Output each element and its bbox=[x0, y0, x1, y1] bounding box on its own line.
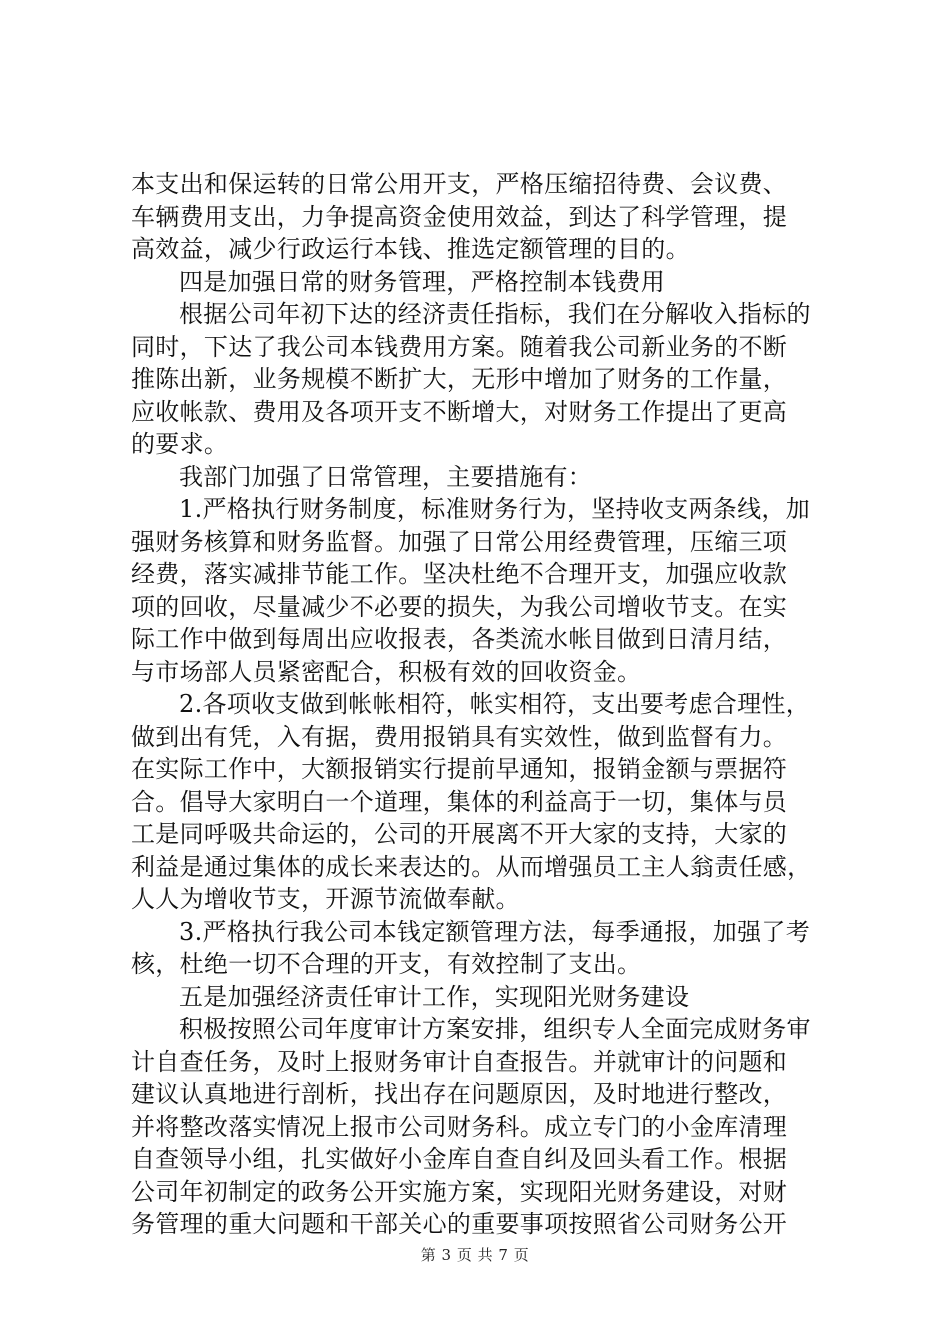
text-line: 五是加强经济责任审计工作，实现阳光财务建设 bbox=[179, 982, 690, 1011]
text-line: 积极按照公司年度审计方案安排，组织专人全面完成财务审 bbox=[179, 1015, 811, 1043]
text-line: 项的回收，尽量减少不必要的损失，为我公司增收节支。在实 bbox=[131, 592, 788, 621]
text-line: 车辆费用支出，力争提高资金使用效益，到达了科学管理，提 bbox=[131, 202, 788, 231]
text-line: 计自查任务，及时上报财务审计自查报告。并就审计的问题和 bbox=[131, 1047, 788, 1076]
page-footer: 第 3 页 共 7 页 bbox=[420, 1246, 530, 1264]
text-line: 高效益，减少行政运行本钱、推选定额管理的目的。 bbox=[131, 235, 690, 263]
text-line: 利益是通过集体的成长来表达的。从而增强员工主人翁责任感， bbox=[131, 852, 812, 881]
text-line: 3.严格执行我公司本钱定额管理方法，每季通报，加强了考 bbox=[179, 917, 810, 946]
text-line: 公司年初制定的政务公开实施方案，实现阳光财务建设，对财 bbox=[131, 1177, 788, 1206]
text-line: 做到出有凭，入有据，费用报销具有实效性，做到监督有力。 bbox=[131, 722, 788, 751]
text-line: 在实际工作中，大额报销实行提前早通知，报销金额与票据符 bbox=[131, 755, 788, 783]
text-line: 同时，下达了我公司本钱费用方案。随着我公司新业务的不断 bbox=[131, 332, 788, 361]
text-line: 推陈出新，业务规模不断扩大，无形中增加了财务的工作量， bbox=[131, 365, 788, 393]
text-line: 应收帐款、费用及各项开支不断增大，对财务工作提出了更高 bbox=[131, 397, 788, 426]
text-line: 合。倡导大家明白一个道理，集体的利益高于一切，集体与员 bbox=[131, 787, 788, 816]
document-body bbox=[131, 168, 831, 1241]
text-line: 人人为增收节支，开源节流做奉献。 bbox=[131, 885, 520, 913]
text-line: 1.严格执行财务制度，标准财务行为，坚持收支两条线，加 bbox=[179, 495, 810, 523]
text-line: 根据公司年初下达的经济责任指标，我们在分解收入指标的 bbox=[179, 300, 811, 328]
text-line: 并将整改落实情况上报市公司财务科。成立专门的小金库清理 bbox=[131, 1112, 788, 1141]
text-line: 建议认真地进行剖析，找出存在问题原因，及时地进行整改， bbox=[131, 1080, 788, 1108]
text-line: 强财务核算和财务监督。加强了日常公用经费管理，压缩三项 bbox=[131, 527, 788, 556]
text-line: 我部门加强了日常管理，主要措施有： bbox=[179, 462, 593, 491]
text-line: 经费，落实减排节能工作。坚决杜绝不合理开支，加强应收款 bbox=[131, 560, 788, 588]
text-line: 四是加强日常的财务管理，严格控制本钱费用 bbox=[179, 267, 665, 296]
text-line: 的要求。 bbox=[131, 430, 229, 458]
text-line: 际工作中做到每周出应收报表，各类流水帐目做到日清月结， bbox=[131, 625, 788, 653]
text-line: 务管理的重大问题和干部关心的重要事项按照省公司财务公开 bbox=[131, 1210, 788, 1238]
text-line: 核，杜绝一切不合理的开支，有效控制了支出。 bbox=[131, 950, 642, 978]
text-line: 与市场部人员紧密配合，积极有效的回收资金。 bbox=[131, 657, 642, 686]
text-line: 自查领导小组，扎实做好小金库自查自纠及回头看工作。根据 bbox=[131, 1145, 788, 1173]
text-line: 2.各项收支做到帐帐相符，帐实相符，支出要考虑合理性， bbox=[179, 690, 810, 718]
text-line: 本支出和保运转的日常公用开支，严格压缩招待费、会议费、 bbox=[131, 170, 788, 198]
text-line: 工是同呼吸共命运的，公司的开展离不开大家的支持，大家的 bbox=[131, 820, 788, 848]
